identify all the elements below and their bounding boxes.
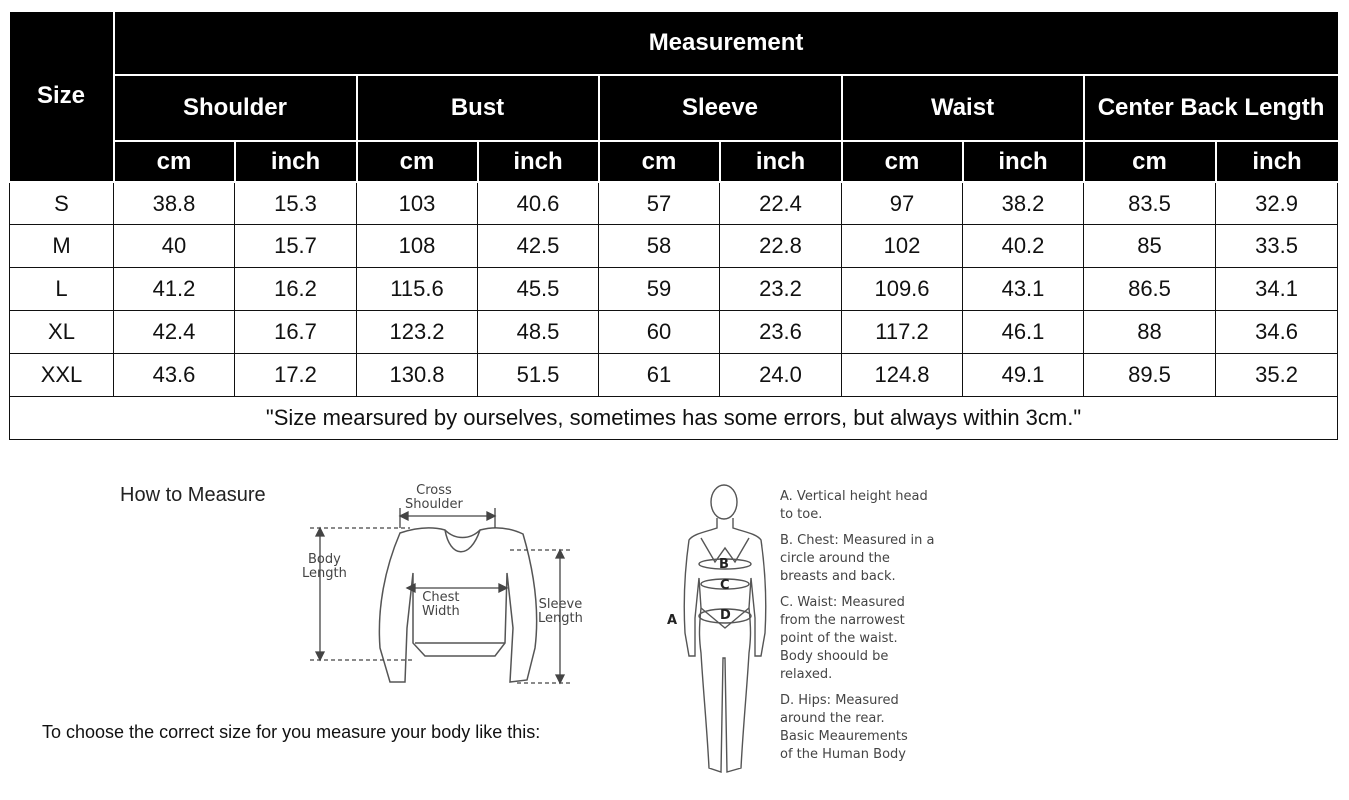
table-cell: 22.8 [720,225,842,268]
measurement-header: Measurement [114,12,1338,75]
unit-header: inch [720,141,842,181]
body-letter-d: D [720,608,731,623]
table-cell: 24.0 [720,354,842,397]
table-cell: 97 [842,182,963,225]
table-row [10,268,1338,311]
chest-width-label: Chest Width [422,590,460,619]
table-cell: 23.6 [720,311,842,354]
unit-header: inch [963,141,1084,181]
table-cell: 45.5 [478,268,599,311]
size-cell: L [10,268,114,311]
body-length-label: Body Length [302,552,347,581]
unit-header: cm [357,141,478,181]
size-header: Size [10,12,114,182]
unit-header: cm [599,141,720,181]
table-cell: 23.2 [720,268,842,311]
table-cell: 17.2 [235,354,357,397]
size-cell: XXL [10,354,114,397]
unit-header: inch [235,141,357,181]
table-row [10,225,1338,268]
table-cell: 42.4 [114,311,235,354]
how-to-measure-title: How to Measure [120,484,266,506]
unit-header: cm [842,141,963,181]
table-row [10,354,1338,397]
table-cell: 38.8 [114,182,235,225]
table-cell: 41.2 [114,268,235,311]
size-cell: S [10,182,114,225]
note-height: A. Vertical height head to toe. [780,489,928,522]
group-header-waist: Waist [842,75,1084,142]
table-cell: 16.2 [235,268,357,311]
table-cell: 109.6 [842,268,963,311]
table-cell: 59 [599,268,720,311]
table-cell: 117.2 [842,311,963,354]
body-letter-c: C [720,578,730,593]
table-cell: 51.5 [478,354,599,397]
table-cell: 130.8 [357,354,478,397]
measurement-notes [780,488,995,772]
body-letter-a: A [667,613,678,628]
sleeve-length-label: Sleeve Length [538,597,583,626]
table-cell: 22.4 [720,182,842,225]
note-hips: D. Hips: Measured around the rear. Basic Meaurements of the Human Body [780,693,908,762]
table-cell: 115.6 [357,268,478,311]
table-cell: 83.5 [1084,182,1216,225]
table-cell: 49.1 [963,354,1084,397]
table-cell: 15.7 [235,225,357,268]
table-cell: 85 [1084,225,1216,268]
size-cell: M [10,225,114,268]
cross-shoulder-label: Cross Shoulder [405,483,463,512]
unit-header: cm [114,141,235,181]
unit-header: inch [1216,141,1338,181]
table-cell: 43.1 [963,268,1084,311]
body-figure-diagram [665,478,775,783]
measurement-note: "Size mearsured by ourselves, sometimes has some errors, but always within 3cm." [10,397,1338,440]
group-header-bust: Bust [357,75,599,142]
table-row [10,311,1338,354]
table-cell: 58 [599,225,720,268]
table-cell: 16.7 [235,311,357,354]
table-cell: 33.5 [1216,225,1338,268]
table-cell: 61 [599,354,720,397]
table-cell: 60 [599,311,720,354]
table-cell: 46.1 [963,311,1084,354]
table-cell: 86.5 [1084,268,1216,311]
table-cell: 34.1 [1216,268,1338,311]
body-letter-b: B [719,557,729,572]
table-cell: 34.6 [1216,311,1338,354]
size-cell: XL [10,311,114,354]
table-cell: 89.5 [1084,354,1216,397]
table-row [10,182,1338,225]
group-header-shoulder: Shoulder [114,75,357,142]
unit-header: inch [478,141,599,181]
group-header-center-back-length: Center Back Length [1084,75,1338,142]
table-cell: 108 [357,225,478,268]
table-cell: 43.6 [114,354,235,397]
group-header-sleeve: Sleeve [599,75,842,142]
note-chest: B. Chest: Measured in a circle around the breasts and back. [780,533,935,584]
table-cell: 102 [842,225,963,268]
note-waist: C. Waist: Measured from the narrowest point of the waist. Body shoould be relaxed. [780,595,905,682]
table-cell: 38.2 [963,182,1084,225]
measure-instruction: To choose the correct size for you measure your body like this: [42,722,541,742]
table-cell: 15.3 [235,182,357,225]
size-chart-table [9,12,1338,440]
table-cell: 88 [1084,311,1216,354]
table-cell: 48.5 [478,311,599,354]
table-cell: 35.2 [1216,354,1338,397]
table-cell: 103 [357,182,478,225]
table-cell: 57 [599,182,720,225]
table-cell: 124.8 [842,354,963,397]
table-cell: 40.6 [478,182,599,225]
table-cell: 40.2 [963,225,1084,268]
table-cell: 40 [114,225,235,268]
unit-header: cm [1084,141,1216,181]
table-cell: 42.5 [478,225,599,268]
table-cell: 123.2 [357,311,478,354]
table-cell: 32.9 [1216,182,1338,225]
